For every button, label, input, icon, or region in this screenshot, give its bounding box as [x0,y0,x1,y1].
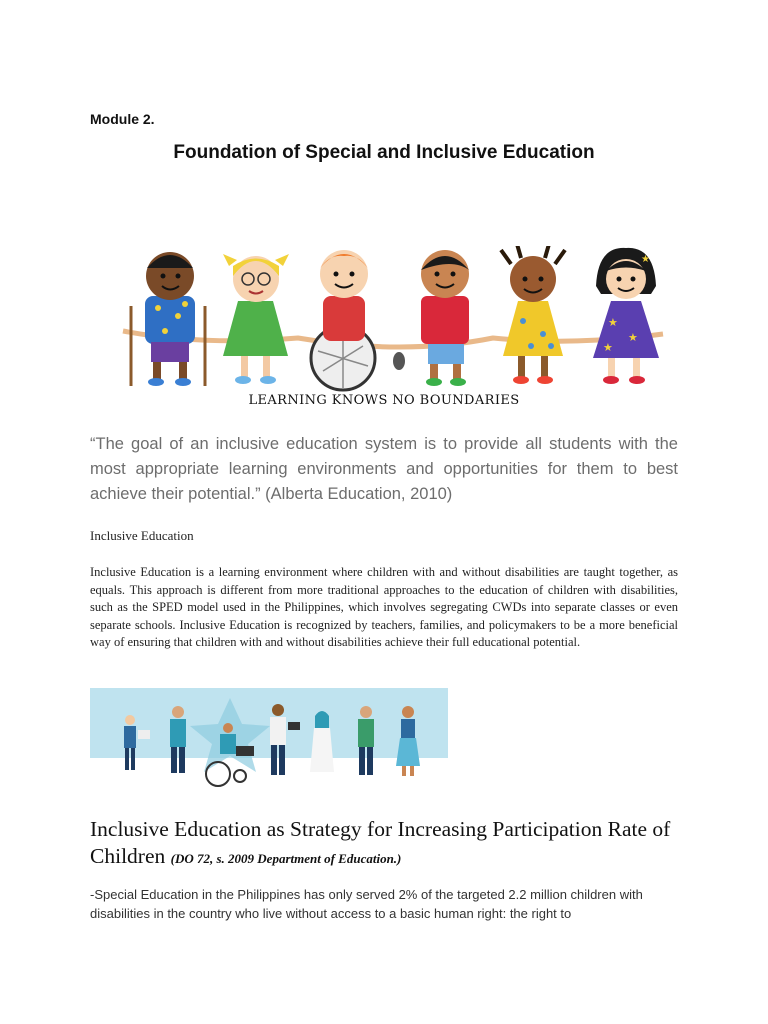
closing-paragraph: -Special Education in the Philippines has only served 2% of the targeted 2.2 million children with disabilities in the country who live without access to a basic human right: the right to [90,887,643,921]
section-heading-main: Inclusive Education as Strategy for Increasing Participation Rate of Children [90,817,671,868]
quote: “The goal of an inclusive education system is to provide all students with the most appropriate learning environments and opportunities for them to best achieve their potential.” (Alberta Education, 2010) [90,435,678,503]
section-heading-citation: (DO 72, s. 2009 Department of Education.) [170,851,402,866]
page-title: Foundation of Special and Inclusive Education [173,142,595,163]
svg-text:★: ★ [603,341,613,354]
svg-text:★: ★ [608,316,618,329]
module-label: Module 2. [90,111,155,127]
section-label: Inclusive Education [90,528,194,543]
image-caption: LEARNING KNOWS NO BOUNDARIES [248,393,520,408]
svg-text:★: ★ [641,254,650,265]
body-paragraph: Inclusive Education is a learning environment where children with and without disabilities are taught together, as equals. This approach is different from more traditional approaches to the education of children with disabilities, such as the SPED model used in the Philippines, which involves segregating CWDs into separate classes or even separate schools. Inclusive Education is recognized by teachers, families, and policymakers to be a more beneficial way of ensuring that children with and without disabilities achieve their full educational potential. [90,565,678,650]
section-heading [90,816,710,872]
diverse-people-illustration [90,688,448,790]
svg-text:★: ★ [628,331,638,344]
children-holding-hands-illustration [103,246,673,396]
